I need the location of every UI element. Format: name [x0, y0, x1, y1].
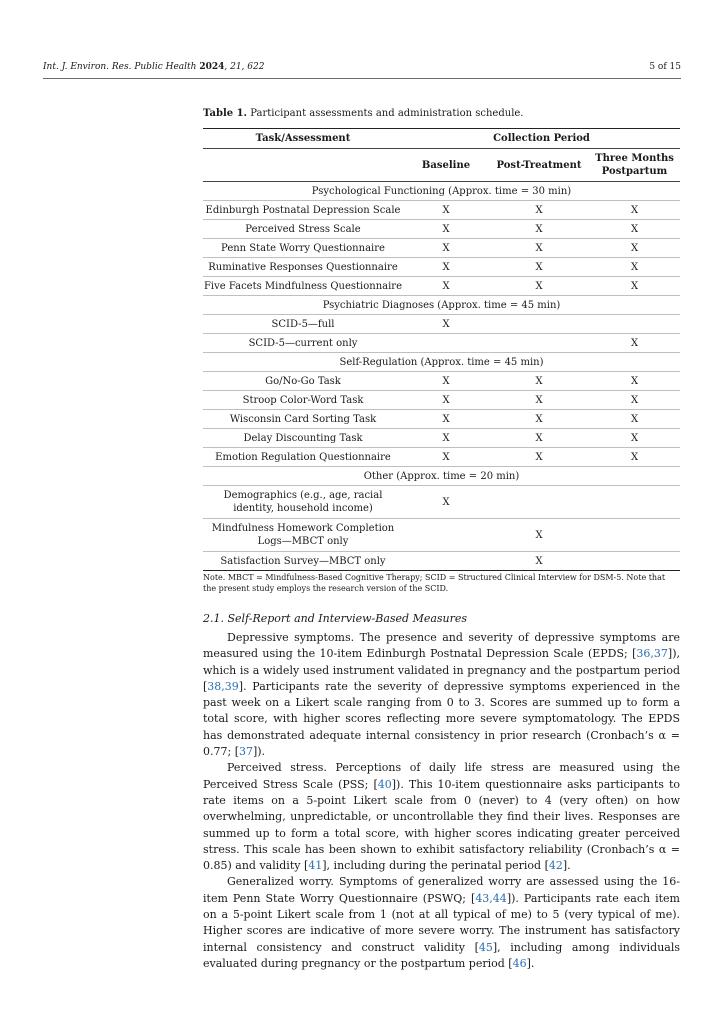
- section-row: [203, 353, 680, 372]
- cell-baseline: X: [403, 220, 489, 239]
- task-name: Emotion Regulation Questionnaire: [203, 448, 403, 467]
- table-row: [203, 372, 680, 391]
- cell-post: X: [489, 239, 589, 258]
- task-name: Edinburgh Postnatal Depression Scale: [203, 201, 403, 220]
- citation-link[interactable]: 41: [308, 859, 323, 873]
- cell-baseline: X: [403, 486, 489, 519]
- journal-year: 2024: [199, 62, 225, 72]
- col-header-task: Task/Assessment: [203, 129, 403, 149]
- section-row: [203, 296, 680, 315]
- task-name: SCID-5—current only: [203, 334, 403, 353]
- task-name: Penn State Worry Questionnaire: [203, 239, 403, 258]
- table-row: [203, 429, 680, 448]
- cell-three-months: X: [589, 239, 680, 258]
- section-row: [203, 182, 680, 201]
- cell-post: X: [489, 391, 589, 410]
- cell-post: X: [489, 372, 589, 391]
- citation-link[interactable]: 38,39: [207, 679, 239, 693]
- cell-baseline: X: [403, 315, 489, 334]
- section-title: Other (Approx. time = 20 min): [203, 467, 680, 486]
- cell-post: X: [489, 448, 589, 467]
- assessment-table: [203, 128, 680, 571]
- task-name: Delay Discounting Task: [203, 429, 403, 448]
- task-name: Go/No-Go Task: [203, 372, 403, 391]
- task-name: SCID-5—full: [203, 315, 403, 334]
- cell-post: X: [489, 258, 589, 277]
- paragraph-depressive-symptoms: Depressive symptoms. The presence and severity of depressive symptoms are measured using the 10-item Edinburgh Postnatal Depression Scale (EPDS; [36,37]), which is a widely used instrument validated in pregnancy and the postpartum period [38,39]. Participants rate the severity of depressive symptoms experienced in the past week on a Likert scale ranging from 0 to 3. Scores are summed up to form a total score, with higher scores reflecting more severe symptomatology. The EPDS has demonstrated adequate internal consistency in prior research (Cronbach’s α = 0.77; [37]).: [203, 631, 680, 759]
- cell-three-months: X: [589, 410, 680, 429]
- citation-link[interactable]: 36,37: [636, 647, 668, 661]
- cell-baseline: [403, 552, 489, 571]
- task-name: Perceived Stress Scale: [203, 220, 403, 239]
- table-row: [203, 448, 680, 467]
- citation-link[interactable]: 43,44: [475, 891, 507, 905]
- cell-baseline: X: [403, 258, 489, 277]
- task-name: Stroop Color-Word Task: [203, 391, 403, 410]
- cell-baseline: X: [403, 410, 489, 429]
- cell-baseline: X: [403, 239, 489, 258]
- table-row: [203, 277, 680, 296]
- cell-baseline: [403, 334, 489, 353]
- cell-post: X: [489, 429, 589, 448]
- section-row: [203, 467, 680, 486]
- cell-three-months: X: [589, 258, 680, 277]
- section-title: Psychological Functioning (Approx. time = 30 min): [203, 182, 680, 201]
- table-note: Note. MBCT = Mindfulness-Based Cognitive Therapy; SCID = Structured Clinical Interview for DSM-5. Note that the present study employs the research version of the SCID.: [203, 573, 666, 593]
- cell-post: X: [489, 220, 589, 239]
- task-name: Mindfulness Homework Completion Logs—MBCT only: [203, 519, 403, 552]
- cell-three-months: [589, 519, 680, 552]
- cell-baseline: X: [403, 429, 489, 448]
- cell-baseline: [403, 519, 489, 552]
- cell-post: X: [489, 519, 589, 552]
- cell-three-months: X: [589, 448, 680, 467]
- task-name: Demographics (e.g., age, racial identity, household income): [203, 486, 403, 519]
- citation-link[interactable]: 40: [377, 777, 392, 791]
- table-row: [203, 334, 680, 353]
- section-title: Psychiatric Diagnoses (Approx. time = 45 min): [203, 296, 680, 315]
- task-name: Five Facets Mindfulness Questionnaire: [203, 277, 403, 296]
- subsection-heading: 2.1. Self-Report and Interview-Based Measures: [203, 612, 468, 625]
- col-header-post-treatment: Post-Treatment: [489, 149, 589, 182]
- journal-citation: [43, 62, 264, 72]
- cell-baseline: X: [403, 372, 489, 391]
- citation-link[interactable]: 37: [239, 745, 253, 759]
- running-header: [43, 60, 681, 79]
- cell-three-months: [589, 315, 680, 334]
- table-row: [203, 239, 680, 258]
- citation-link[interactable]: 45: [478, 940, 493, 954]
- col-header-baseline: Baseline: [403, 149, 489, 182]
- journal-name: Int. J. Environ. Res. Public Health: [43, 62, 197, 72]
- paragraph-generalized-worry: Generalized worry. Symptoms of generalized worry are assessed using the 16-item Penn State Worry Questionnaire (PSWQ; [43,44]). Participants rate each item on a 5-point Likert scale from 1 (not at all typical of me) to 5 (very typical of me). Higher scores are indicative of more severe worry. The instrument has satisfactory internal consistency and construct validity [45], including among individuals evaluated during pregnancy or the postpartum period [46].: [203, 875, 680, 970]
- table-row: [203, 315, 680, 334]
- task-name: Wisconsin Card Sorting Task: [203, 410, 403, 429]
- table-row: [203, 201, 680, 220]
- cell-post: X: [489, 410, 589, 429]
- cell-three-months: [589, 486, 680, 519]
- cell-three-months: X: [589, 277, 680, 296]
- citation-link[interactable]: 46: [512, 956, 527, 970]
- citation-link[interactable]: 42: [548, 859, 563, 873]
- cell-three-months: [589, 552, 680, 571]
- cell-baseline: X: [403, 277, 489, 296]
- cell-post: X: [489, 201, 589, 220]
- table-row: [203, 486, 680, 519]
- table-row: [203, 220, 680, 239]
- cell-baseline: X: [403, 448, 489, 467]
- table-subheader-row: [203, 149, 680, 182]
- page-number: 5 of 15: [649, 62, 681, 72]
- cell-post: X: [489, 552, 589, 571]
- table-row: [203, 391, 680, 410]
- body-text: [203, 630, 680, 972]
- cell-three-months: X: [589, 220, 680, 239]
- journal-volume: , 21, 622: [224, 62, 265, 72]
- col-header-three-months: Three Months Postpartum: [589, 149, 680, 182]
- task-name: Satisfaction Survey—MBCT only: [203, 552, 403, 571]
- cell-three-months: X: [589, 334, 680, 353]
- table-row: [203, 552, 680, 571]
- cell-three-months: X: [589, 201, 680, 220]
- cell-baseline: X: [403, 391, 489, 410]
- cell-post: [489, 315, 589, 334]
- cell-three-months: X: [589, 429, 680, 448]
- table-row: [203, 519, 680, 552]
- cell-baseline: X: [403, 201, 489, 220]
- table-header-row: [203, 129, 680, 149]
- col-header-period: Collection Period: [403, 129, 680, 149]
- cell-post: [489, 334, 589, 353]
- cell-post: X: [489, 277, 589, 296]
- task-name: Ruminative Responses Questionnaire: [203, 258, 403, 277]
- cell-three-months: X: [589, 391, 680, 410]
- paragraph-perceived-stress: Perceived stress. Perceptions of daily life stress are measured using the Perceived Stress Scale (PSS; [40]). This 10-item questionnaire asks participants to rate items on a 5-point Likert scale from 0 (never) to 4 (very often) on how overwhelming, unpredictable, or uncontrollable they find their lives. Responses are summed up to form a total score, with higher scores indicating greater perceived stress. This scale has been shown to exhibit satisfactory reliability (Cronbach’s α = 0.85) and validity [41], including during the perinatal period [42].: [203, 761, 681, 873]
- table-caption-label: Table 1.: [203, 108, 248, 119]
- section-title: Self-Regulation (Approx. time = 45 min): [203, 353, 680, 372]
- table-caption: [203, 108, 523, 119]
- table-caption-text: Participant assessments and administration schedule.: [247, 108, 524, 119]
- cell-three-months: X: [589, 372, 680, 391]
- cell-post: [489, 486, 589, 519]
- table-row: [203, 410, 680, 429]
- table-row: [203, 258, 680, 277]
